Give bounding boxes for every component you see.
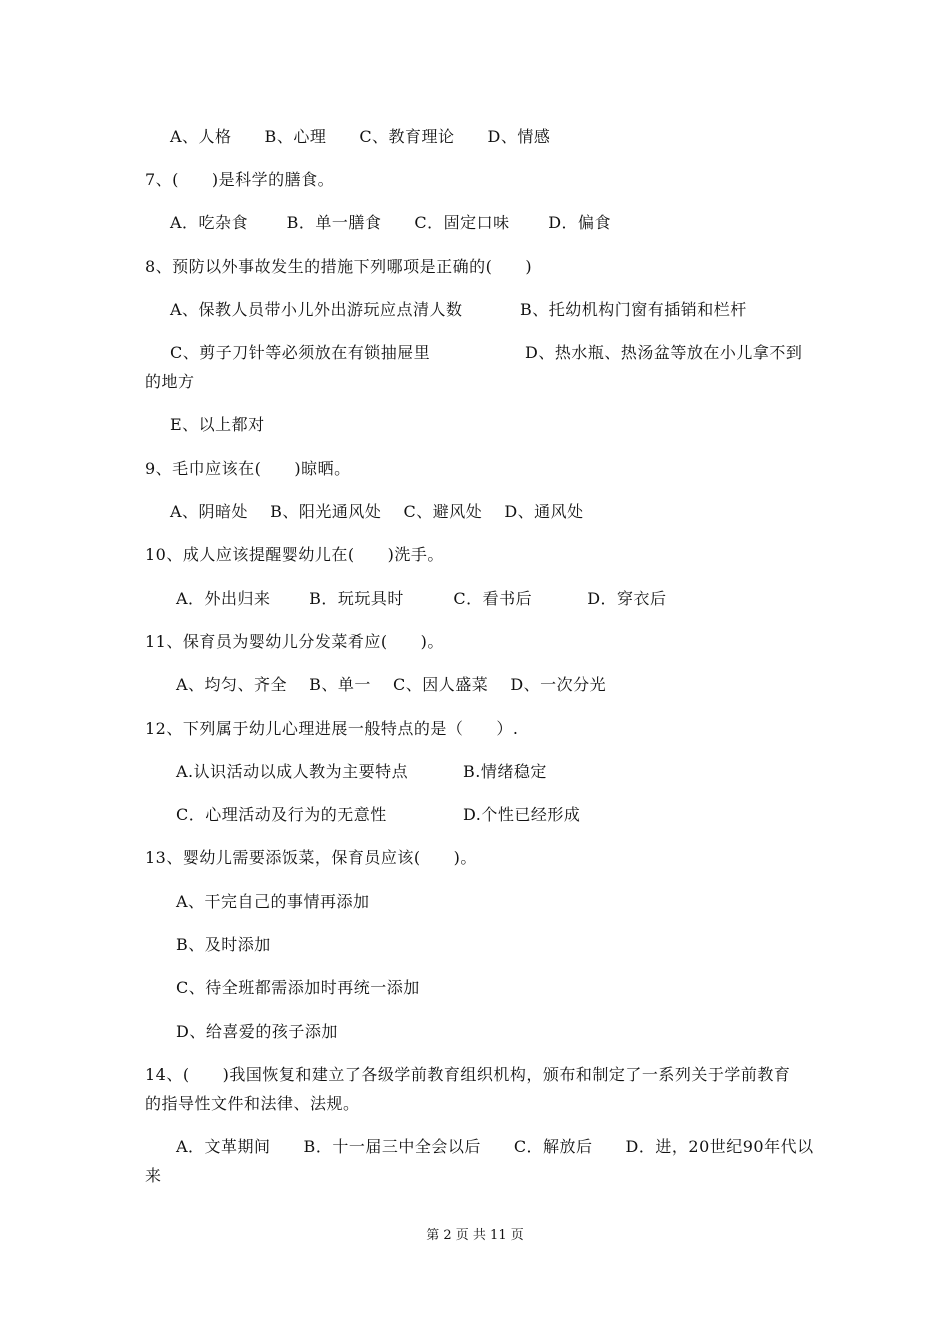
q13-option-a: A、干完自己的事情再添加: [176, 892, 370, 911]
q14-stem-cont: 的指导性文件和法律、法规。: [145, 1094, 360, 1113]
q8-option-e: E、以上都对: [170, 415, 265, 434]
q7-stem: 7、( )是科学的膳食。: [145, 170, 335, 189]
q12-options-row2: [176, 804, 676, 826]
page-footer: 第 2 页 共 11 页: [426, 1228, 524, 1243]
q8-option-c: C、剪子刀针等必须放在有锁抽屉里: [170, 343, 431, 362]
q8-option-d-cont: 的地方: [145, 372, 195, 391]
q12-stem: 12、下列属于幼儿心理进展一般特点的是（ ）.: [145, 719, 519, 738]
q13-option-d: D、给喜爱的孩子添加: [176, 1022, 338, 1041]
q14-options: A．文革期间 B．十一届三中全会以后 C．解放后 D．进，20世纪90年代以: [176, 1137, 814, 1156]
q9-options: A、阴暗处 B、阳光通风处 C、避风处 D、通风处: [170, 502, 584, 521]
q8-options-row1: [170, 299, 810, 321]
q14-stem: 14、( )我国恢复和建立了各级学前教育组织机构，颁布和制定了一系列关于学前教育: [145, 1065, 791, 1084]
q8-option-a: A、保教人员带小儿外出游玩应点清人数: [170, 300, 463, 319]
q7-options: A．吃杂食 B．单一膳食 C．固定口味 D．偏食: [170, 213, 612, 232]
q10-options: A．外出归来 B．玩玩具时 C．看书后 D．穿衣后: [176, 589, 667, 608]
q8-option-b: B、托幼机构门窗有插销和栏杆: [520, 300, 747, 319]
q12-option-c: C．心理活动及行为的无意性: [176, 805, 387, 824]
q12-option-d: D.个性已经形成: [463, 805, 581, 824]
q8-stem: 8、预防以外事故发生的措施下列哪项是正确的( ): [145, 257, 533, 276]
q8-option-d: D、热水瓶、热汤盆等放在小儿拿不到: [525, 343, 803, 362]
q10-stem: 10、成人应该提醒婴幼儿在( )洗手。: [145, 545, 444, 564]
q13-option-b: B、及时添加: [176, 935, 271, 954]
q11-stem: 11、保育员为婴幼儿分发菜肴应( )。: [145, 632, 444, 651]
q13-stem: 13、婴幼儿需要添饭菜，保育员应该( )。: [145, 848, 477, 867]
q6-options: A、人格 B、心理 C、教育理论 D、情感: [170, 127, 551, 146]
q9-stem: 9、毛巾应该在( )晾晒。: [145, 459, 351, 478]
q11-options: A、均匀、齐全 B、单一 C、因人盛菜 D、一次分光: [176, 675, 607, 694]
q8-options-row2: [170, 342, 820, 364]
q12-option-a: A.认识活动以成人教为主要特点: [176, 762, 409, 781]
q12-options-row1: [176, 761, 676, 783]
q14-options-cont: 来: [145, 1166, 162, 1185]
q13-option-c: C、待全班都需添加时再统一添加: [176, 978, 420, 997]
q12-option-b: B.情绪稳定: [463, 762, 547, 781]
